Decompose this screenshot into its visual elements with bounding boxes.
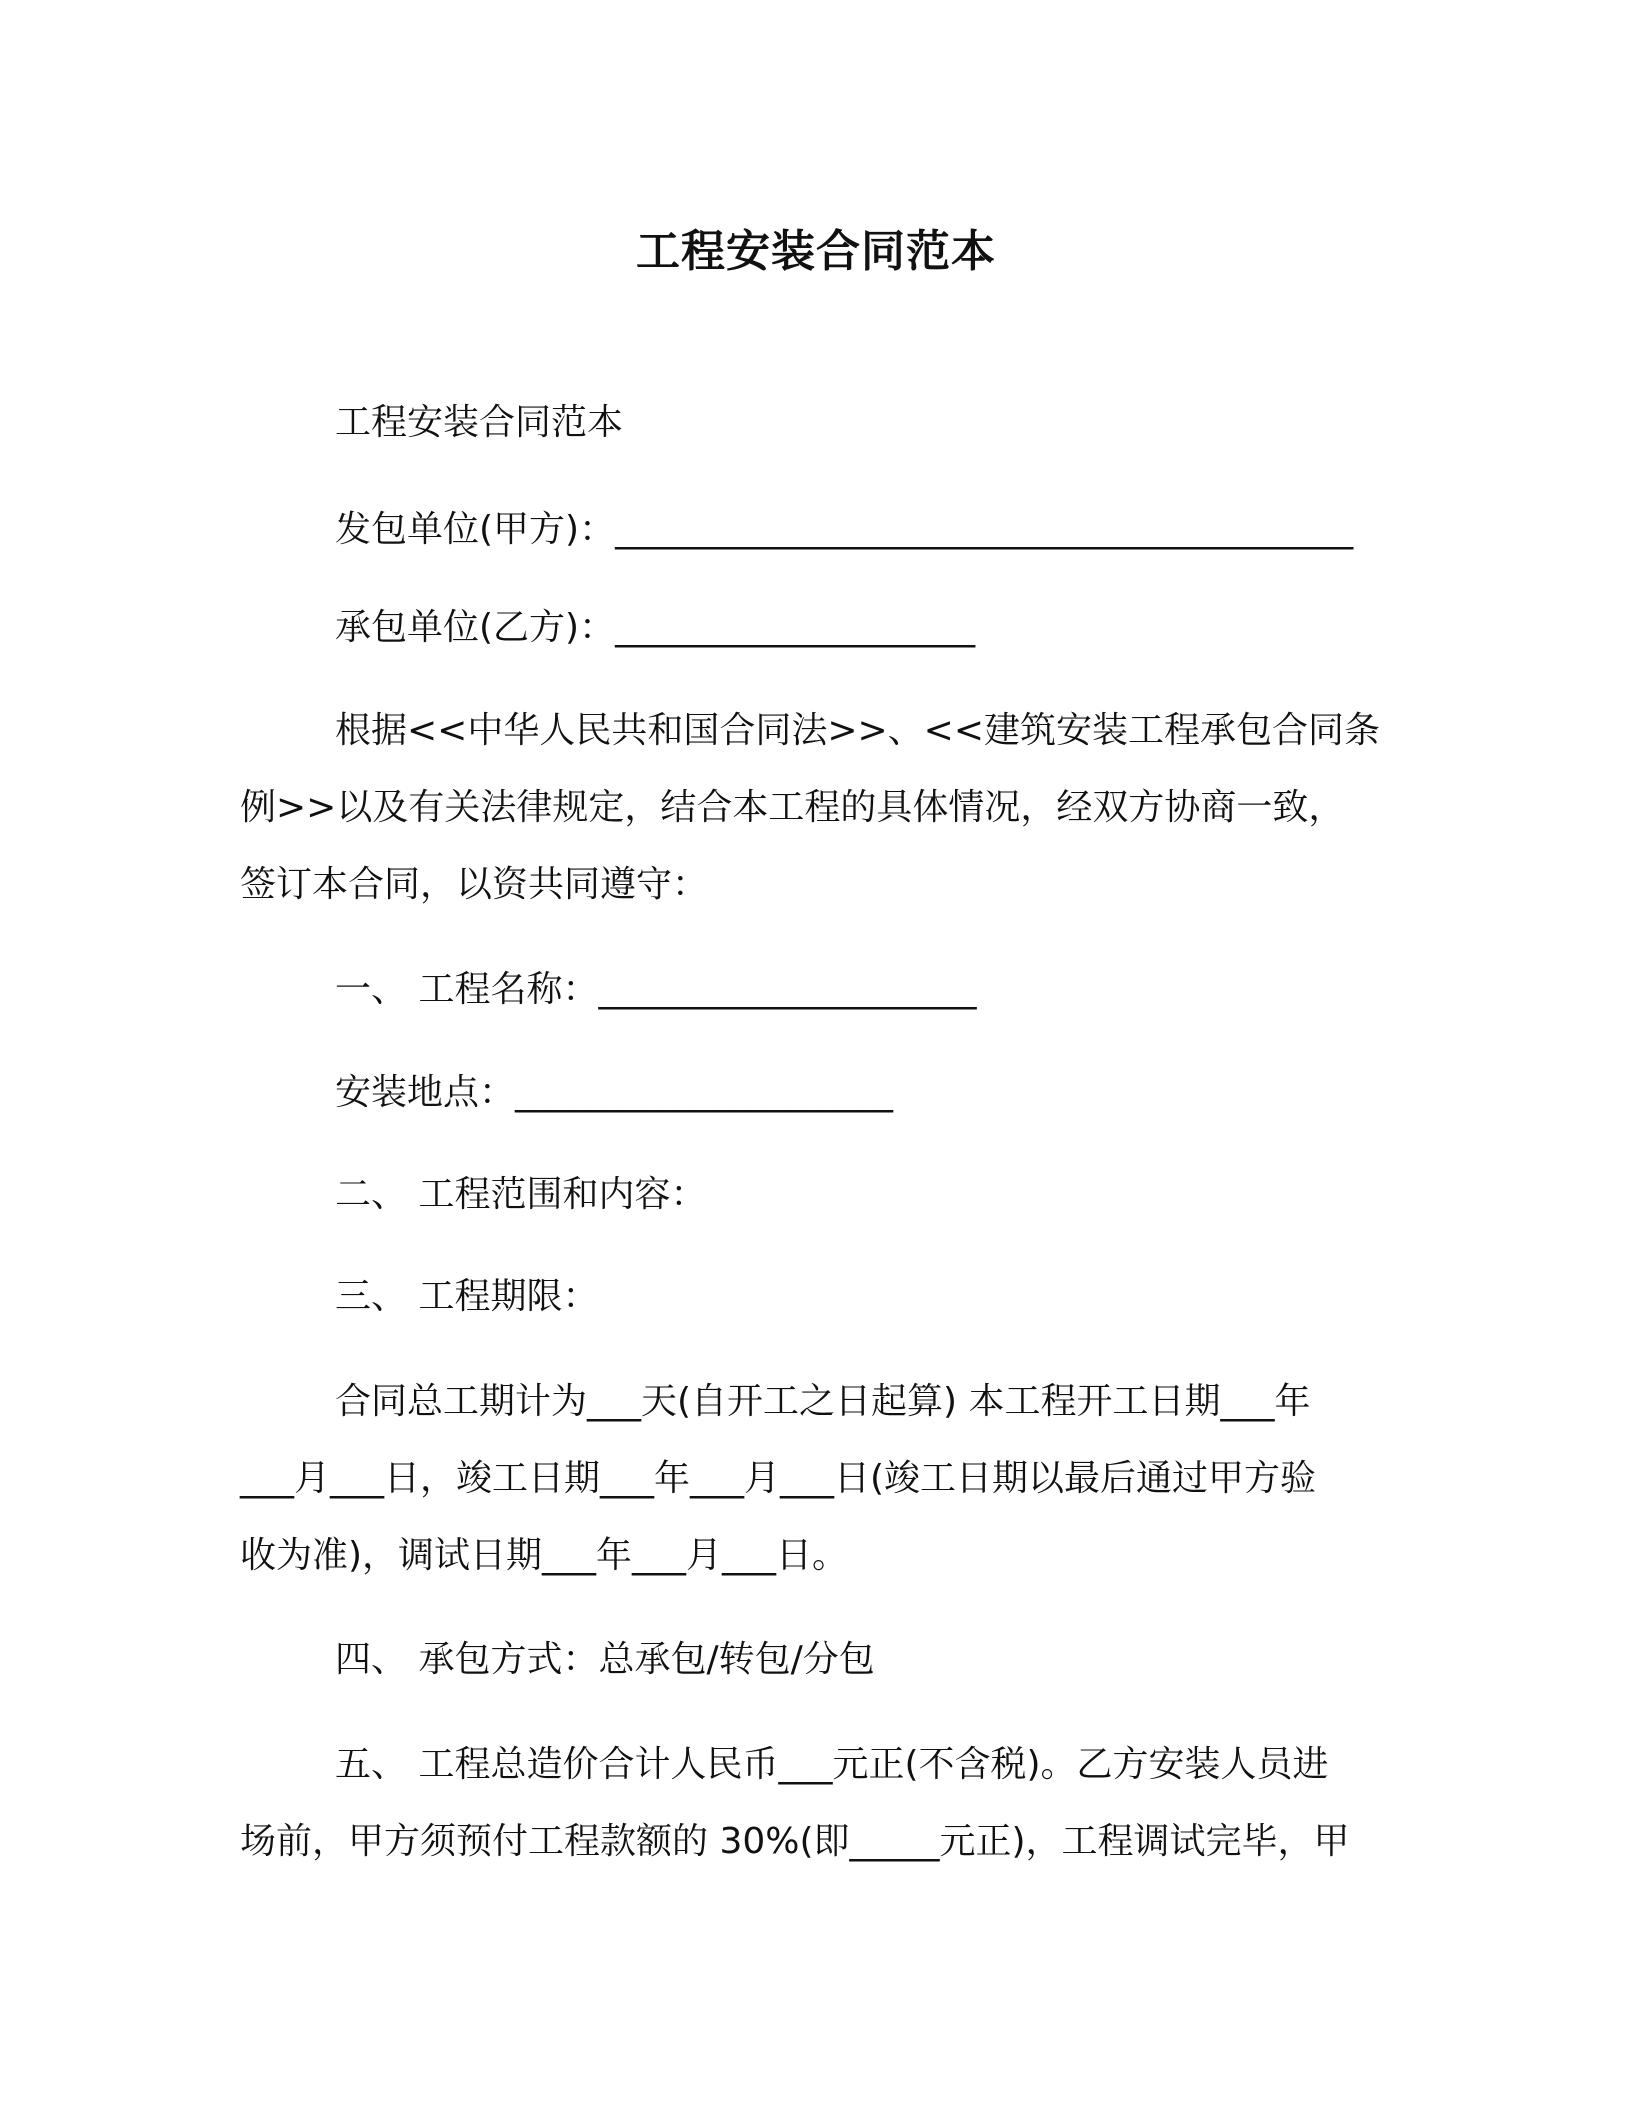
price-line-2: 场前，甲方须预付工程款额的 30%(即_____元正)，工程调试完毕，甲 (240, 1821, 1350, 1862)
subtitle-line: 工程安装合同范本 (335, 402, 624, 443)
preamble-line-3: 签订本合同，以资共同遵守： (240, 864, 709, 905)
term-line-3: 收为准)，调试日期___年___月___日。 (240, 1535, 849, 1576)
party-a-line: 发包单位(甲方)：_________________________________________ (335, 509, 1354, 550)
project-name-line: 一、 工程名称：_____________________ (335, 969, 977, 1010)
term-line-2: ___月___日，竣工日期___年___月___日(竣工日期以最后通过甲方验 (240, 1458, 1317, 1499)
preamble-line-1: 根据<<中华人民共和国合同法>>、<<建筑安装工程承包合同条 (335, 710, 1380, 751)
contract-mode-line: 四、 承包方式：总承包/转包/分包 (335, 1639, 875, 1680)
term-heading: 三、 工程期限： (335, 1276, 599, 1317)
install-site-line: 安装地点：_____________________ (335, 1072, 894, 1113)
preamble-line-2: 例>>以及有关法律规定，结合本工程的具体情况，经双方协商一致， (240, 787, 1345, 828)
scope-heading: 二、 工程范围和内容： (335, 1174, 707, 1215)
document-title: 工程安装合同范本 (636, 226, 996, 277)
party-b-line: 承包单位(乙方)：____________________ (335, 607, 976, 648)
term-line-1: 合同总工期计为___天(自开工之日起算) 本工程开工日期___年 (335, 1381, 1311, 1422)
price-line-1: 五、 工程总造价合计人民币___元正(不含税)。乙方安装人员进 (335, 1744, 1329, 1785)
